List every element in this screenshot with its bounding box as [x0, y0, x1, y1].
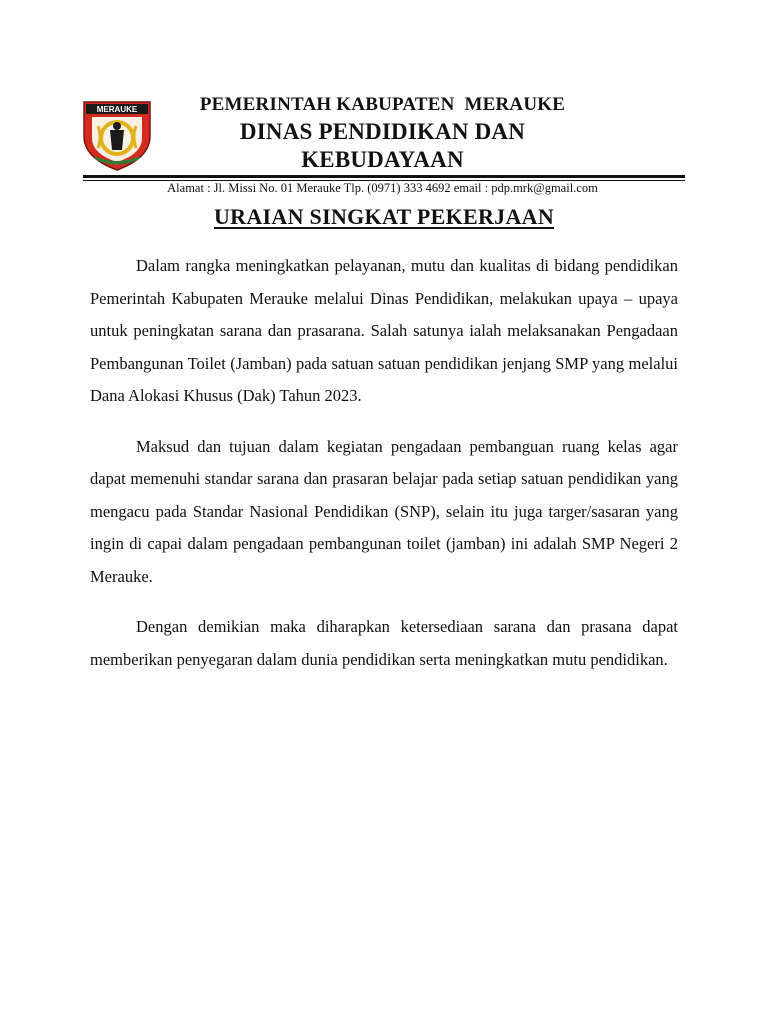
- letterhead-divider-thin: [83, 180, 685, 181]
- government-name: PEMERINTAH KABUPATEN MERAUKE: [199, 94, 566, 115]
- merauke-regency-emblem-icon: [80, 96, 154, 172]
- letterhead-text: [160, 92, 605, 197]
- document-body: [90, 250, 678, 694]
- document-title: URAIAN SINGKAT PEKERJAAN: [213, 204, 555, 229]
- paragraph-1: Dalam rangka meningkatkan pelayanan, mutu dan kualitas di bidang pendidikan Pemerintah Kabupaten Merauke melalui Dinas Pendidikan, melakukan upaya – upaya untuk peningkatan sarana dan prasarana. Salah satunya ialah melaksanakan Pengadaan Pembangunan Toilet (Jamban) pada satuan satuan pendidikan jenjang SMP yang melalui Dana Alokasi Khusus (Dak) Tahun 2023.: [90, 256, 678, 405]
- address-line: Alamat : Jl. Missi No. 01 Merauke Tlp. (0971) 333 4692 email : pdp.mrk@gmail.com: [167, 181, 598, 195]
- paragraph-2: Maksud dan tujuan dalam kegiatan pengadaan pembanguan ruang kelas agar dapat memenuhi standar sarana dan prasaran belajar pada setiap satuan pendidikan yang mengacu pada Standar Nasional Pendidikan (SNP), selain itu juga targer/sasaran yang ingin di capai dalam pengadaan pembangunan toilet (jamban) ini adalah SMP Negeri 2 Merauke.: [90, 436, 678, 586]
- paragraph-3: Dengan demikian maka diharapkan ketersediaan sarana dan prasana dapat memberikan penyegaran dalam dunia pendidikan serta meningkatkan mutu pendidikan.: [90, 617, 678, 669]
- letterhead-divider-thick: [83, 175, 685, 178]
- emblem-banner-text: MERAUKE: [96, 105, 138, 114]
- department-name: DINAS PENDIDIKAN DAN KEBUDAYAAN: [239, 119, 526, 172]
- letterhead: [80, 92, 685, 195]
